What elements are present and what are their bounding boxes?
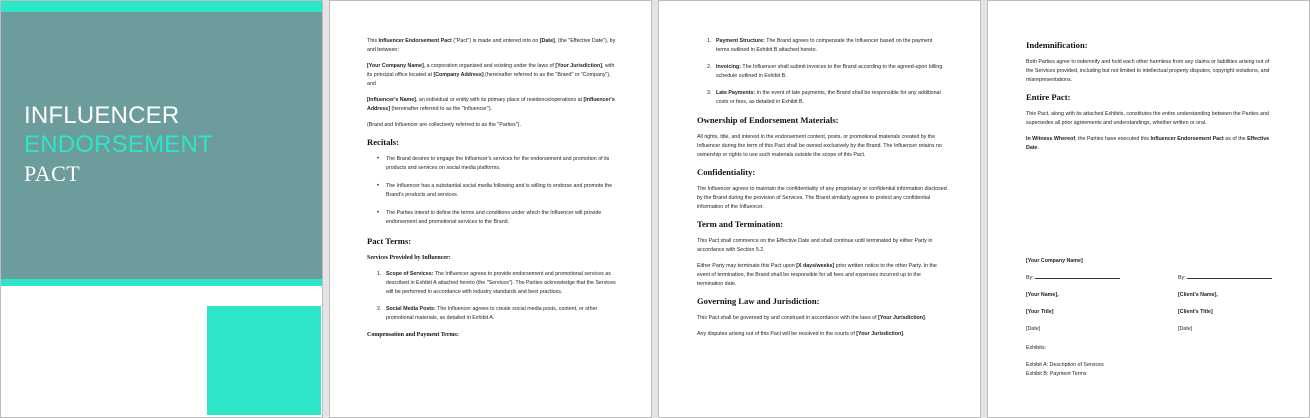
term-heading: Term and Termination: (697, 219, 784, 229)
intro-paragraph: This Influencer Endorsement Pact ("Pact") is made and entered into on [Date], (the "Effective Date"), by and between: (367, 38, 616, 53)
recitals-heading: Recitals: (367, 137, 399, 147)
signature-line[interactable] (1187, 274, 1272, 279)
indemnification-text: Both Parties agree to indemnify and hold each other harmless from any claims or liabilities arising out of the Services provided, including but not limited to intellectual property disputes, copyright violations, and misrepresentations. (1026, 59, 1270, 83)
governing-text-2: Any disputes arising out of this Pact will be resolved in the courts of [Your Jurisdiction]. (697, 331, 905, 337)
list-item: 3. Late Payments: In the event of late payments, the Brand shall be responsible for any additional costs or fees, as detailed in Exhibit B. (707, 90, 941, 105)
influencer-party-paragraph: [Influencer's Name], an individual or entity with its primary place of residence/operations at [Influencer's Address] (hereinafter referred to as the "Influencer"). (367, 97, 615, 112)
cover-title-line3: PACT (24, 161, 81, 186)
sig-name: [Client's Name], (1178, 292, 1218, 298)
confidentiality-heading: Confidentiality: (697, 167, 756, 177)
page-3 (658, 0, 981, 418)
list-item: 2. Invoicing: The Influencer shall submit invoices to the Brand according to the agreed-upon billing schedule outlined in Exhibit B. (707, 64, 943, 79)
sig-date: [Date] (1026, 326, 1041, 332)
cover-bottom-stripe (1, 279, 322, 286)
list-item: • The Brand desires to engage the Influencer's services for the endorsement and promotion of its products and services on social media platforms. (377, 155, 617, 173)
sig-name: [Your Name], (1026, 292, 1059, 298)
list-item: 2. Social Media Posts: The Influencer agrees to create social media posts, content, or other promotional materials, as detailed in Exhibit A. (377, 306, 598, 321)
services-heading: Services Provided by Influencer: (367, 255, 451, 261)
exhibits-label: Exhibits: (1026, 345, 1047, 351)
term-text-1: This Pact shall commence on the Effective Date and shall continue until terminated by either Party in accordance with Section 5.2. (697, 238, 933, 253)
sig-date: [Date] (1178, 326, 1193, 332)
sig-spacer (1178, 257, 1298, 265)
payment-list (707, 37, 947, 107)
sig-title: [Client's Title] (1178, 309, 1213, 315)
exhibit-a: Exhibit A: Description of Services (1026, 362, 1104, 368)
list-item: • The Parties intend to define the terms and conditions under which the Influencer will provide endorsement and promotional services to the Brand. (377, 209, 617, 227)
list-item: • The Influencer has a substantial social media following and is willing to endorse and promote the Brand's products and services. (377, 182, 617, 200)
entire-pact-heading: Entire Pact: (1026, 92, 1071, 102)
page-2 (329, 0, 652, 418)
cover-accent-square (207, 306, 321, 415)
cover-title (24, 101, 213, 188)
cover-top-stripe (1, 1, 322, 12)
witness-text: In Witness Whereof, the Parties have executed this Influencer Endorsement Pact as of the Effective Date. (1026, 136, 1270, 151)
exhibits-list (1026, 344, 1276, 379)
compensation-heading: Compensation and Payment Terms: (367, 332, 459, 338)
services-list (377, 270, 617, 323)
sig-title: [Your Title] (1026, 309, 1054, 315)
page-4 (987, 0, 1310, 418)
sig-company: [Your Company Name] (1026, 258, 1083, 264)
signature-block-client (1178, 257, 1298, 342)
indemnification-heading: Indemnification: (1026, 40, 1088, 50)
entire-pact-text: This Pact, along with its attached Exhibits, constitutes the entire understanding between the Parties and supersedes all prior agreements and understandings, whether written or oral. (1026, 111, 1269, 126)
ownership-text: All rights, title, and interest in the endorsement content, posts, or promotional materials created by the Influencer during the term of this Pact shall be owned exclusively by the Brand. The Influencer retains no ownership or rights to use such materials outside the scope of this Pact. (697, 134, 942, 158)
cover-title-line1: INFLUENCER (24, 102, 180, 129)
signature-block-brand (1026, 257, 1146, 342)
governing-heading: Governing Law and Jurisdiction: (697, 296, 820, 306)
cover-page (0, 0, 323, 418)
parties-paragraph: (Brand and Influencer are collectively referred to as the "Parties"). (367, 122, 521, 128)
list-item: 1. Scope of Services: The Influencer agrees to provide endorsement and promotional services as described in Exhibit A attached hereto (the "Services"). The Parties acknowledge that the Services will be performed in accordance with industry standards and best practices. (377, 271, 616, 295)
exhibit-b: Exhibit B: Payment Terms (1026, 371, 1087, 377)
governing-text-1: This Pact shall be governed by and construed in accordance with the laws of [Your Jurisdiction]. (697, 315, 927, 321)
sig-by-line[interactable]: By: (1178, 274, 1298, 282)
signature-line[interactable] (1035, 274, 1120, 279)
sig-by-line[interactable]: By: (1026, 274, 1146, 282)
brand-party-paragraph: [Your Company Name], a corporation organized and existing under the laws of [Your Jurisdiction], with its principal office located at [Company Address] (hereinafter referred to as the "Brand" or "Company"), and (367, 63, 615, 87)
confidentiality-text: The Influencer agrees to maintain the confidentiality of any proprietary or confidential information disclosed by the Brand during the provision of Services. The Brand similarly agrees to protect any confidential information of the Influencer. (697, 186, 947, 210)
recitals-list (377, 155, 617, 227)
term-text-2: Either Party may terminate this Pact upon [X days/weeks] prior written notice to the other Party. In the event of termination, the Brand shall be responsible for all fees and expenses incurred up to the termination date. (697, 263, 937, 287)
list-item: 1. Payment Structure: The Brand agrees to compensate the Influencer based on the payment terms outlined in Exhibit B attached hereto. (707, 38, 933, 53)
ownership-heading: Ownership of Endorsement Materials: (697, 115, 839, 125)
cover-title-line2: ENDORSEMENT (24, 131, 213, 158)
pact-terms-heading: Pact Terms: (367, 236, 412, 246)
